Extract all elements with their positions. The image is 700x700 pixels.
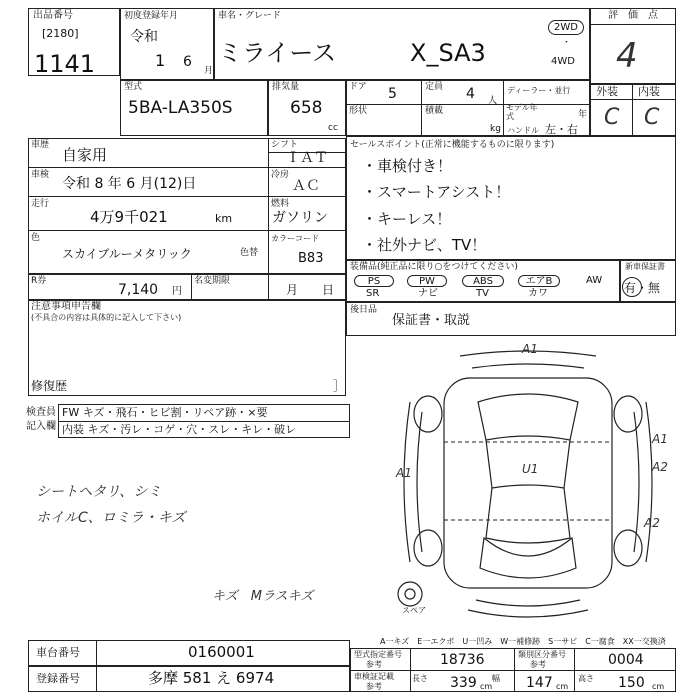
exhibit-label: 出品番号 (33, 10, 73, 21)
exterior-label: 外装 (596, 85, 618, 98)
chassis-value: 0160001 (188, 643, 255, 661)
doors-value: 5 (388, 86, 397, 102)
spec-hline (346, 104, 590, 105)
equip-sr: SR (366, 288, 380, 299)
spec-divider (421, 80, 422, 136)
capacity-unit: 人 (488, 96, 498, 106)
spec-table-hline (350, 670, 676, 671)
diagram-mark-right-3: A2 (644, 516, 660, 530)
handle-label: ハンドル (507, 126, 539, 135)
plate-label: 登録番号 (36, 672, 80, 685)
mileage-value: 4万9千021 (90, 208, 168, 226)
damage-legend: A一キズ E一エクボ U一凹み W一補修跡 S一サビ C一腐食 XX一交換済 (380, 637, 666, 646)
color-code-label: カラーコード (271, 234, 319, 243)
class-value: 0004 (608, 652, 644, 668)
height-value: 150 (618, 675, 645, 691)
spec-col3 (574, 648, 575, 692)
color-value: スカイブルーメタリック (62, 247, 192, 261)
ac-label: 冷房 (271, 170, 290, 180)
diagram-mark-left: A1 (396, 466, 412, 480)
width-unit: cm (556, 682, 569, 691)
grade: X_SA3 (410, 39, 486, 67)
car-name: ミライース (218, 39, 337, 67)
equip-ps: PS (354, 275, 394, 287)
spec-col1 (410, 648, 411, 692)
nameplate-value: 月 日 (286, 283, 335, 297)
ext-int-divider (632, 84, 633, 136)
mileage-label: 走行 (31, 199, 50, 209)
height-unit: cm (652, 682, 665, 691)
era: 令和 (130, 29, 158, 45)
spare-label: スペア (402, 606, 426, 615)
handwritten-note-3: キズ Mラスキズ (212, 589, 314, 604)
selling-point-1: ・車検付き！ (362, 157, 453, 175)
height-label: 高さ (578, 674, 594, 683)
color-code-value: B83 (298, 251, 324, 266)
repair-close: ］ (333, 379, 346, 393)
length-value: 339 (450, 675, 477, 691)
handwritten-note-2: ホイルC、ロミラ・キズ (36, 510, 186, 526)
exterior-value: C (604, 105, 620, 130)
defects-row-2: 内装 キズ・汚レ・コゲ・穴・スレ・キレ・破レ (62, 423, 297, 436)
score-divider (590, 24, 676, 25)
notes-label: 注意事項申告欄 (31, 301, 101, 312)
recycle-divider (191, 274, 192, 300)
diagram-mark-right-2: A2 (652, 460, 668, 474)
equipment-label: 装備品(純正品に限り○をつけてください) (350, 262, 518, 272)
shape-label: 形状 (349, 106, 368, 116)
color-label: 色 (31, 233, 41, 243)
mileage-unit: km (215, 212, 233, 225)
model-year-label: モデル年式 (506, 103, 538, 121)
warranty-label: 新車保証書 (625, 262, 665, 271)
load-label: 積載 (425, 106, 444, 116)
spec-col2 (514, 648, 515, 692)
equip-airbag: エアB (518, 275, 560, 287)
color-change-label: 色替 (240, 248, 259, 258)
inspector-label-1: 検査員 (26, 407, 56, 418)
recycle-unit: 円 (172, 286, 182, 297)
aftermarket-value: 保証書・取説 (392, 313, 471, 328)
equip-pw: PW (407, 275, 447, 287)
ref-spec: 車検証記載 (354, 672, 394, 681)
recycle-value: 7,140 (118, 282, 159, 298)
usage-label: 車歴 (31, 140, 50, 150)
model-value: 5BA-LA350S (128, 98, 233, 118)
shift-label: シフト (271, 140, 299, 150)
capacity-value: 4 (466, 86, 475, 102)
defects-row-1: FW キズ・飛石・ヒビ割・リペア跡・×要 (62, 406, 268, 419)
warranty-value: 有・無 (624, 281, 661, 295)
dealer-label: ディーラー・並行 (507, 86, 571, 95)
aftermarket-label: 後日品 (350, 305, 378, 315)
selling-point-4: ・社外ナビ、TV！ (362, 236, 487, 254)
diagram-mark-top: A1 (522, 342, 538, 356)
capacity-label: 定員 (425, 82, 444, 92)
diagram-mark-center: U1 (522, 462, 539, 476)
fuel-label: 燃料 (271, 199, 290, 209)
handle-value: 左・右 (545, 123, 578, 136)
month-unit: 月 (204, 66, 214, 76)
recycle-label: R券 (31, 276, 47, 286)
car-name-label: 車名・グレード (218, 11, 282, 21)
type-spec-value: 18736 (440, 652, 485, 668)
drive-4wd: 4WD (551, 56, 575, 67)
ref-2: 参考 (530, 660, 546, 669)
row-line3 (28, 230, 346, 231)
ac-value: ＡＣ (292, 178, 320, 194)
ext-int-hline (590, 99, 676, 100)
length-label: 長さ (412, 674, 428, 683)
equip-navi: ナビ (418, 288, 438, 299)
usage-value: 自家用 (62, 146, 108, 164)
spec-divider2 (503, 80, 504, 136)
displacement-unit: cc (328, 123, 338, 133)
equip-tv: TV (476, 288, 489, 299)
length-unit: cm (480, 682, 493, 691)
interior-label: 内装 (638, 85, 660, 98)
drive-dot: ・ (562, 38, 572, 48)
displacement-value: 658 (290, 98, 323, 118)
first-reg-label: 初度登録年月 (124, 11, 179, 21)
defects-line (58, 421, 350, 422)
first-reg-month: 6 (183, 54, 192, 70)
car-damage-diagram (380, 342, 676, 638)
diagram-mark-right-1: A1 (652, 432, 668, 446)
nameplate-label: 名変期限 (194, 276, 231, 286)
selling-point-2: ・スマートアシスト！ (362, 183, 511, 201)
drive-2wd: 2WD (548, 20, 584, 35)
load-unit: kg (490, 124, 501, 134)
model-year-unit: 年 (578, 110, 588, 120)
notes-sub: (不具合の内容は具体的に記入して下さい) (31, 313, 182, 322)
inspection-value: 令和 8 年 6 月(12)日 (62, 176, 197, 192)
row-line2 (28, 196, 346, 197)
ref-1: 参考 (366, 660, 382, 669)
repair-label: 修復歴 (31, 379, 68, 393)
doors-label: ドア (349, 82, 367, 92)
handwritten-note-1: シートヘタリ、シミ (36, 484, 162, 500)
width-label: 幅 (492, 674, 500, 683)
chassis-label: 車台番号 (36, 646, 80, 659)
model-label: 型式 (124, 82, 143, 92)
equip-aw: AW (586, 275, 603, 286)
selling-label: セールスポイント(正常に機能するものに限ります) (350, 140, 555, 150)
fuel-value: ガソリン (272, 210, 328, 226)
warranty-circle (622, 277, 642, 297)
exhibit-sub: [2180] (42, 27, 79, 40)
ref-3: 参考 (366, 682, 382, 691)
width-value: 147 (526, 675, 553, 691)
score-value: 4 (616, 36, 638, 76)
first-reg-year: 1 (155, 51, 166, 70)
equip-abs: ABS (462, 275, 504, 287)
type-spec-label: 型式指定番号 (354, 650, 402, 659)
equip-leather: カワ (528, 288, 548, 299)
inspector-label-2: 記入欄 (26, 421, 56, 432)
class-label: 類別区分番号 (518, 650, 566, 659)
interior-value: C (644, 105, 660, 130)
score-label: 評 価 点 (608, 10, 658, 21)
exhibit-number: 1141 (34, 50, 96, 78)
row-line1 (28, 167, 346, 168)
displacement-label: 排気量 (272, 82, 300, 92)
selling-point-3: ・キーレス！ (362, 210, 452, 228)
inspection-label: 車検 (31, 170, 50, 180)
plate-value: 多摩 581 え 6974 (148, 669, 275, 687)
shift-value: ＩＡＴ (286, 150, 328, 166)
